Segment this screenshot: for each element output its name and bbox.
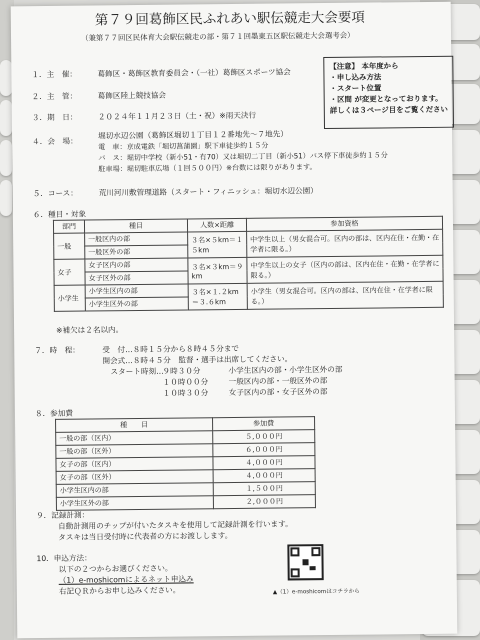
section-9-label: ９．記録計測： [35,510,90,521]
qualification-cell: 中学生以上の女子（区内の部は、区内在住・在勤・在学者に限る。） [247,255,443,283]
manager-text: 葛飾区陸上競技協会 [97,90,167,101]
event-cell: 一般区内の部 [85,232,188,246]
section-10-label: 10．申込方法： [36,553,92,564]
table-header: 部門 [53,220,84,233]
fee-amount: ２,０００円 [213,495,315,509]
event-document [11,2,458,639]
table-header: 種目 [84,219,187,233]
application-link[interactable]: （1）e-moshicomによるネット申込み [58,574,194,585]
document-title: 第７９回葛飾区民ふれあい駅伝競走大会要項 [94,9,365,29]
event-table [53,216,444,312]
fee-header: 参加費 [213,417,315,431]
fee-event: 女子の部（区外） [56,470,213,485]
start-label: スタート時刻… [110,366,164,377]
qr-code[interactable] [287,544,323,580]
fee-amount: ４,０００円 [213,469,315,483]
division-cell: 小学生 [54,285,85,311]
section-3-label: ３．期 日： [31,112,78,123]
fee-header: 種 目 [56,418,213,433]
timing-line: タスキは当日受付時に代表者の方にお渡しします。 [58,531,233,542]
fee-event: 一般の部（区外） [56,444,213,459]
fee-event: 小学生区外の部 [56,496,213,511]
fee-event: 小学生区内の部 [56,483,213,498]
schedule-opening: 開会式…８時４５分 監督・選手は出席してください。 [102,354,293,366]
venue-train: 電 車：京成電鉄「堀切菖蒲園」駅下車徒歩約１５分 [98,140,269,152]
fee-table [55,416,316,511]
fee-amount: ６,０００円 [213,443,315,457]
timing-line: 自動計測用のチップが付いたタスキを使用して記録計測を行います。 [58,519,293,531]
notice-footer: 詳しくは３ページ目をご覧ください [329,104,448,115]
event-cell: 女子区内の部 [85,258,188,272]
event-cell: 小学生区外の部 [85,297,188,311]
distance-cell: ３名×５km＝１５km [188,231,247,258]
notice-item: ・スタート位置 [329,83,382,93]
table-header: 人数×距離 [187,218,246,232]
section-4-label: ４．会 場： [32,136,78,147]
venue-bus: バ ス：堀切中学校（新小51・有70）又は堀切二丁目（新小51）バス停下車徒歩約１５分 [98,150,388,163]
notice-heading: 【注意】 本年度から [329,61,399,71]
start-event: 一般区内の部・一般区外の部 [228,376,328,387]
division-cell: 一般 [54,233,85,259]
start-time: ９時３０分 [162,366,201,376]
section-6-label: ６．種目・対象 [32,209,87,220]
distance-cell: ３名×１.２km＝３.６km [188,283,247,310]
fee-event: 女子の部（区内） [56,457,213,472]
section-7-label: ７．時 程： [34,345,80,356]
start-time: １０時３０分 [162,388,209,398]
start-time: １０時００分 [162,377,209,387]
event-cell: 女子区外の部 [85,271,188,285]
start-event: 小学生区内の部・小学生区外の部 [228,364,343,376]
division-cell: 女子 [54,259,85,285]
substitute-note: ※補欠は２名以内。 [56,325,124,335]
section-2-label: ２．主 管： [31,91,78,102]
fee-amount: ５,０００円 [213,430,315,444]
section-1-label: １．主 催： [31,69,78,80]
fee-amount: １,５００円 [213,482,315,496]
qr-caption: ▲（1）e-moshicomはコチラから [272,588,360,596]
qualification-cell: 小学生（男女混合可。区内の部は、区内在住・在学者に限る。） [247,281,443,309]
course-text: 荒川河川敷管理道路（スタート・フィニッシュ：堀切水辺公園） [98,186,318,198]
schedule-reception: 受 付…８時１５分から８時４５分まで [102,343,240,355]
event-cell: 小学生区内の部 [85,284,188,298]
key-left [0,180,12,216]
key-left [0,60,12,96]
key-left [0,100,12,136]
date-text: ２０２４年１１月２３日（土・祝）※雨天決行 [97,110,257,122]
distance-cell: ３名×３km＝９km [188,257,247,284]
fee-amount: ４,０００円 [213,456,315,470]
notice-item: ・区間 が変更となっております。 [329,93,443,104]
organizer-text: 葛飾区・葛飾区教育委員会・（一社）葛飾区スポーツ協会 [97,67,291,79]
event-cell: 一般区外の部 [85,245,188,259]
venue-line: 堀切水辺公園（葛飾区堀切１丁目１２番地先～７地先） [98,129,288,141]
start-event: 女子区内の部・女子区外の部 [228,387,328,398]
table-header: 参加資格 [246,216,442,231]
fee-event: 一般の部（区内） [56,431,213,446]
venue-parking: 駐車場：堀切駐車広場（１回５００円）※台数には限りがあります。 [98,162,317,174]
application-line: 右記ＱＲからお申し込みください。 [58,585,181,596]
application-line: 以下の２つからお選びください。 [58,563,173,574]
section-8-label: ８．参加費 [34,408,73,419]
notice-box [323,56,454,129]
notice-item: ・申し込み方法 [329,72,382,82]
section-5-label: ５．コース： [32,188,78,199]
qualification-cell: 中学生以上（男女混合可。区内の部は、区内在住・在勤・在学者に限る。） [247,229,443,257]
key-left [0,140,12,176]
document-subtitle: （兼第７７回区民体育大会駅伝競走の部・第７１回墨東五区駅伝競走大会選考会） [80,30,355,43]
